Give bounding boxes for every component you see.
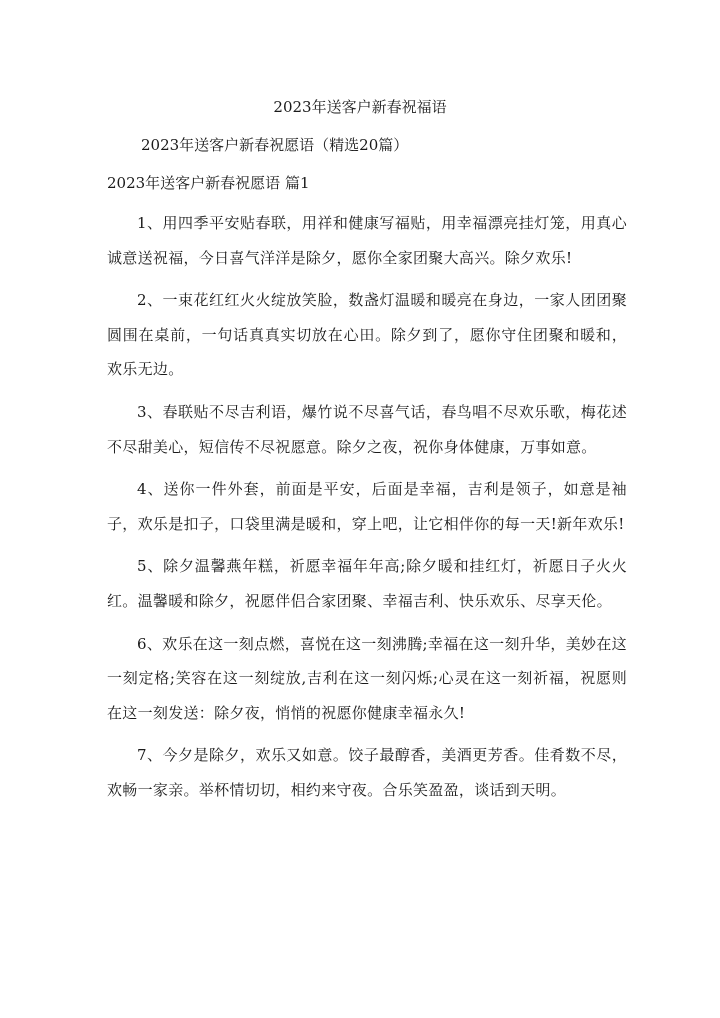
document-subtitle: 2023年送客户新春祝愿语（精选20篇） — [141, 136, 409, 154]
section-heading: 2023年送客户新春祝愿语 篇1 — [107, 174, 310, 192]
paragraph-4: 4、送你一件外套，前面是平安，后面是幸福，吉利是领子，如意是袖子，欢乐是扣子，口袋里满是暖和，穿上吧，让它相伴你的每一天!新年欢乐! — [107, 480, 627, 533]
document-body — [107, 206, 627, 816]
document-title: 2023年送客户新春祝福语 — [273, 98, 447, 116]
paragraph-7: 7、今夕是除夕，欢乐又如意。饺子最醇香，美酒更芳香。佳肴数不尽，欢畅一家亲。举杯情切切，相约来守夜。合乐笑盈盈，谈话到天明。 — [107, 746, 627, 799]
paragraph-2: 2、一束花红红火火绽放笑脸，数盏灯温暖和暖亮在身边，一家人团团聚圆围在桌前，一句话真真实切放在心田。除夕到了，愿你守住团聚和暖和，欢乐无边。 — [107, 291, 627, 379]
paragraph-5: 5、除夕温馨燕年糕，祈愿幸福年年高;除夕暖和挂红灯，祈愿日子火火红。温馨暖和除夕，祝愿伴侣合家团聚、幸福吉利、快乐欢乐、尽享天伦。 — [107, 557, 627, 610]
paragraph-1: 1、用四季平安贴春联，用祥和健康写福贴，用幸福漂亮挂灯笼，用真心诚意送祝福，今日喜气洋洋是除夕，愿你全家团聚大高兴。除夕欢乐! — [107, 214, 627, 267]
paragraph-3: 3、春联贴不尽吉利语，爆竹说不尽喜气话，春鸟唱不尽欢乐歌，梅花述不尽甜美心，短信传不尽祝愿意。除夕之夜，祝你身体健康，万事如意。 — [107, 402, 627, 456]
paragraph-6: 6、欢乐在这一刻点燃，喜悦在这一刻沸腾;幸福在这一刻升华，美妙在这一刻定格;笑容在这一刻绽放,吉利在这一刻闪烁;心灵在这一刻祈福，祝愿则在这一刻发送：除夕夜，悄悄的祝愿你健康幸福永久! — [107, 634, 627, 722]
